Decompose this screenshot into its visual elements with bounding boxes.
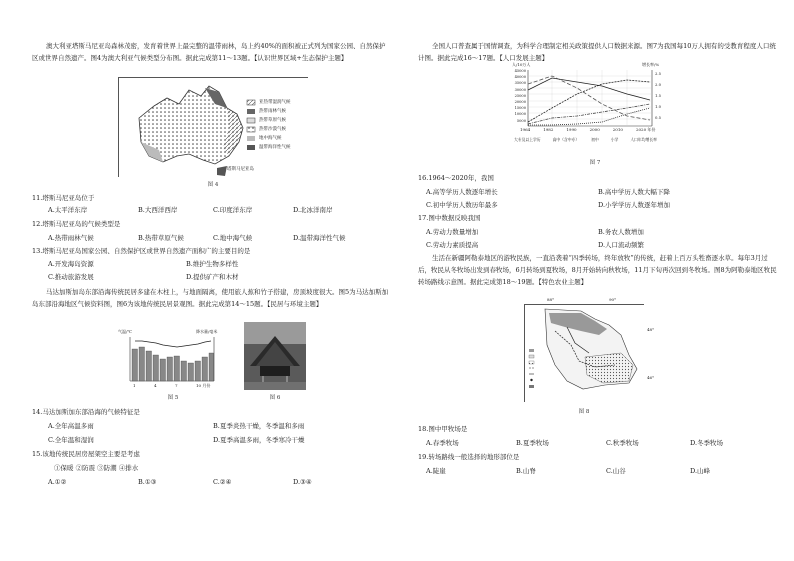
legend-item-4: 热带沙漠气候 (259, 127, 286, 132)
question-15-stem: 15.该地传统民居房屋架空主要是考虑 (32, 450, 140, 458)
fig7-y-tick: 10000 (514, 112, 526, 117)
q19-option-c: C.山谷 (606, 467, 626, 475)
passage-altay-herders: 生活在新疆阿勒泰地区的游牧民族，一直沿袭着“四季转场，终年放牧”的传统，赶着上百万头牲畜逐水草。每年3月过后，牧民从冬牧场出发到春牧场，6月转场到夏牧场，8月开始转向秋牧场，11月下旬再次回到冬牧场。图8为阿勒泰地区牧民转场路线示意图。据此完成第18～19题。【特色农业主题】 (418, 254, 777, 286)
fig7-y-tick: 35000 (514, 81, 526, 86)
q17-option-c: C.劳动力素质提高 (426, 241, 479, 249)
climate-chart-svg (118, 331, 228, 391)
question-18-stem: 18.图中甲牧场是 (418, 425, 468, 433)
fig7-x-tick: 1964 (520, 127, 531, 132)
fig7-x-tick: 2000 (589, 127, 600, 132)
fig5-x-tick-7: 7 (175, 383, 178, 388)
q11-option-b: B.大西洋西岸 (138, 206, 178, 214)
fig7-legend-item: 小学 (610, 137, 619, 142)
fig7-y-tick: 15000 (514, 106, 526, 111)
q13-option-a: A.开发海岛资源 (48, 260, 94, 268)
passage-madagascar: 马达加斯加岛东部沿海传统民居多建在木柱上，与地面隔离，使用旅人蕉和竹子搭建，房顶坡度很大。图5为马达加斯加岛东部沿海地区气候资料图，图6为该地传统民居景观图。据此完成第14～15题。【民居与环境主题】 (32, 288, 389, 308)
q11-option-c: C.印度洋东岸 (213, 206, 253, 214)
fig5-right-axis-title: 降水量/毫米 (196, 329, 218, 334)
fig7-right-axis-title: 增长率/% (642, 62, 660, 67)
q19-option-a: A.陡崖 (426, 467, 446, 475)
tasmania-label: 塔斯马尼亚岛 (227, 167, 254, 172)
question-12-stem: 12.塔斯马尼亚岛的气候类型是 (32, 220, 121, 228)
legend-item-3: 热带草原气候 (259, 118, 286, 123)
passage-census: 全国人口普查属于国情调查，为科学合理制定相关政策提供人口数据来源。图7为我国每10万人拥有的受教育程度人口统计图。据此完成16～17题。【人口发展主题】 (418, 42, 776, 62)
q19-option-b: B.山脊 (516, 467, 536, 475)
question-13-stem: 13.塔斯马尼亚岛国家公园、自然保护区或世界自然遗产面积广的主要目的是 (32, 247, 251, 255)
temperature-line (135, 341, 211, 347)
lon-label-88: 88° (547, 297, 555, 302)
question-17-stem: 17.图中数据反映我国 (418, 214, 481, 222)
q15-option-b: B.①③ (138, 478, 157, 486)
q17-option-d: D.人口流动频繁 (598, 241, 645, 249)
fig7-x-tick: 2020 年份 (635, 127, 656, 132)
q15-option-c: C.②④ (213, 478, 232, 486)
fig7-x-ticks (520, 127, 680, 133)
growth-rate-line (528, 76, 650, 120)
passage-tasmania: 澳大利亚塔斯马尼亚岛森林茂密，发育着世界上最完整的温带雨林，岛上约40%的面积被正式列为国家公园、自然保护区或世界自然遗产。图4为澳大利亚气候类型分布图。据此完成第11～13题。【认识世界区域+生态保护主题】 (32, 42, 386, 62)
fig7-legend-item: 人口年均增长率 (630, 137, 657, 142)
fig5-x-tick-1: 1 (133, 383, 136, 388)
question-11-stem: 11.塔斯马尼亚岛位于 (32, 194, 95, 202)
q16-option-a: A.高等学历人数逐年增长 (426, 188, 498, 196)
fig7-y2-tick: 1.0 (655, 104, 662, 109)
fig7-left-axis-title: 人/10万人 (512, 62, 531, 67)
figure-4-caption: 图 4 (207, 182, 219, 188)
fig7-legend-item: 初中 (591, 137, 599, 142)
question-19-stem: 19.转场路线一般选择的地形部位是 (418, 453, 520, 461)
left-column (18, 0, 390, 561)
q12-option-a: A.热带雨林气候 (48, 234, 94, 242)
legend-item-6: 温带海洋性气候 (259, 145, 291, 150)
fig7-y-tick: 5000 (516, 118, 526, 123)
q14-option-a: A.全年高温多雨 (48, 422, 94, 430)
question-14-stem: 14.马达加斯加东部沿海的气候特征是 (32, 408, 140, 416)
q16-option-c: C.初中学历人数历年最多 (426, 201, 498, 209)
q14-option-c: C.全年温和湿润 (48, 436, 94, 444)
fig7-x-tick: 2010 (612, 127, 623, 132)
lat-label-48: 48° (647, 327, 655, 332)
fig7-y2-tick: 2.5 (655, 71, 662, 76)
figure-5-climate-chart (118, 331, 228, 391)
figure-8-caption: 图 8 (578, 409, 590, 415)
figure-8-map (524, 297, 655, 402)
fig5-left-axis-title: 气温/℃ (118, 329, 132, 334)
lat-label-46: 46° (647, 375, 655, 380)
q19-option-d: D.山峰 (690, 467, 711, 475)
fig7-x-tick: 1982 (543, 127, 554, 132)
q12-option-d: D.温带海洋性气候 (293, 234, 346, 242)
legend-item-2: 热带雨林气候 (259, 109, 286, 114)
q14-option-b: B.夏季炎热干燥，冬季温和多雨 (213, 422, 305, 430)
legend-item-5: 地中海气候 (259, 136, 282, 141)
fig5-x-tick-4: 4 (154, 383, 157, 388)
q11-option-d: D.北冰洋南岸 (293, 206, 333, 214)
fig5-x-tick-10: 10 月份 (196, 383, 211, 388)
figure-7-education-chart (500, 64, 690, 156)
fig7-legend (514, 136, 694, 143)
fig7-y-tick: 30000 (514, 87, 526, 92)
q17-option-a: A.劳动力数量增加 (426, 228, 479, 236)
q14-option-d: D.夏季高温多雨，冬季寒冷干燥 (213, 436, 305, 444)
q16-option-b: B.高中学历人数大幅下降 (598, 188, 670, 196)
q18-option-c: C.秋季牧场 (606, 439, 639, 447)
q12-option-b: B.热带草原气候 (138, 234, 184, 242)
q11-option-a: A.太平洋东岸 (48, 206, 88, 214)
figure-6-caption: 图 6 (269, 395, 281, 401)
q17-option-b: B.务农人数增加 (598, 228, 644, 236)
altay-transhumance-map (525, 305, 645, 403)
fig7-y2-ticks (655, 68, 661, 123)
precipitation-bars (132, 347, 214, 381)
lon-label-90: 90° (609, 297, 617, 302)
legend-item-1: 亚热带湿润气候 (259, 100, 291, 105)
fig7-y2-tick: 0.5 (655, 115, 662, 120)
q13-option-c: C.推动旅游发展 (48, 273, 94, 281)
fig7-y-tick: 40000 (514, 75, 526, 80)
q18-option-a: A.春季牧场 (426, 439, 459, 447)
fig7-legend-item: 高中（含中专） (552, 137, 580, 142)
q15-option-d: D.③④ (293, 478, 312, 486)
fig7-y-tick: 25000 (514, 93, 526, 98)
figure-4-map (118, 77, 308, 177)
fig7-x-tick: 1990 (566, 127, 577, 132)
q13-option-d: D.提供矿产和木材 (186, 273, 239, 281)
figure-6-photo (244, 322, 306, 390)
stilt-house-photo (244, 322, 306, 390)
question-15-items: ①保暖 ②防震 ③防潮 ④排水 (54, 464, 139, 472)
figure-5-caption: 图 5 (167, 395, 179, 401)
right-column (418, 0, 790, 561)
q18-option-d: D.冬季牧场 (690, 439, 724, 447)
fig7-y-ticks (500, 68, 526, 124)
q15-option-a: A.①② (48, 478, 67, 486)
fig7-y2-tick: 1.5 (655, 93, 662, 98)
q13-option-b: B.维护生物多样性 (186, 260, 239, 268)
q18-option-b: B.夏季牧场 (516, 439, 549, 447)
fig7-y-tick: 20000 (514, 100, 526, 105)
question-16-stem: 16.1964～2020年，我国 (418, 174, 494, 182)
figure-7-caption: 图 7 (589, 160, 601, 166)
q12-option-c: C.地中海气候 (213, 234, 253, 242)
fig7-legend-item: 大专及以上学历 (514, 137, 541, 142)
fig7-y2-tick: 2.0 (655, 82, 662, 87)
q16-option-d: D.小学学历人数逐年增加 (598, 201, 671, 209)
fig7-y-tick: 45000 (514, 69, 526, 73)
